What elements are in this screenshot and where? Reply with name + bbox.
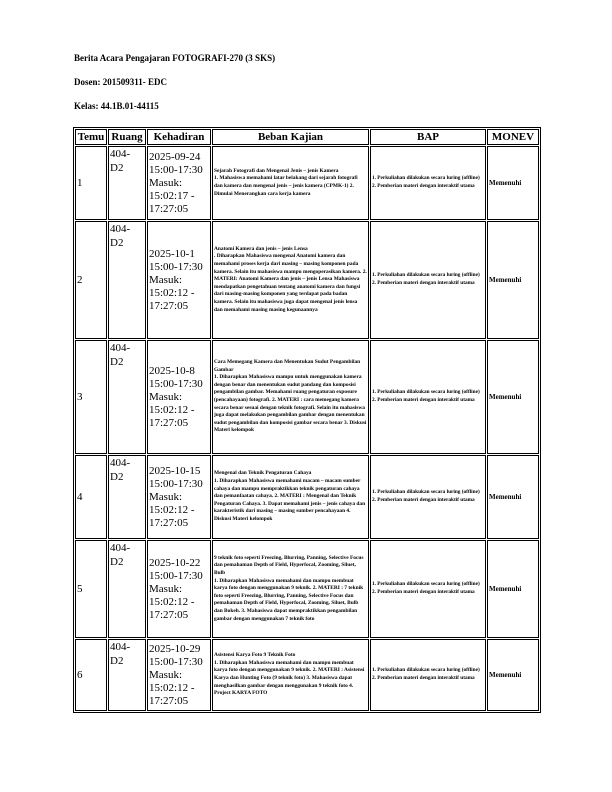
cell-temu: 6 [75, 639, 107, 711]
table-row [75, 639, 539, 711]
cell-monev: Memenuhi [487, 146, 539, 220]
cell-ruang: 404- D2 [108, 639, 146, 711]
cell-monev: Memenuhi [487, 639, 539, 711]
cell-ruang: 404- D2 [108, 221, 146, 339]
cell-temu: 3 [75, 340, 107, 454]
cell-beban-kajian: Anatomi Kamera dan jenis – jenis Lensa . Diharapkan Mahasiswa mengenal Anatomi kamera dan memahami proses kerja dari masing – masing komponen pada kamera. Selain itu mahasiswa mampu mengoperasikan kamera. 2. MATERI: Anatomi Kamera dan jenis – jenis Lensa Mahasiswa mendapatkan pengetahuan tentang anatomi kamera dan fungsi dari masing-masing komponen yang terdapat pada badan kamera. Selain itu mahasiswa juga dapat mengenal jenis lensa dan memahami masing masing kegunaannya [212, 221, 369, 339]
cell-monev: Memenuhi [487, 340, 539, 454]
class-line: Kelas: 44.1B.01-44115 [74, 101, 159, 111]
cell-ruang: 404- D2 [108, 146, 146, 220]
cell-beban-kajian: Mengenal dan Teknik Pengaturan Cahaya 1. Diharapkan Mahasiswa memahami macam – macam sumber cahaya dan mampu mempraktikkan teknik pengaturan cahaya dan pemanfaatan cahaya. 2. MATERI : Mengenal dan Teknik Pengaturan Cahaya. 3. Dapat memahami jenis – jenis cahaya dan karakteristik dari masing – masing sumber pencahayaan 4. Diskusi Materi kelompok [212, 455, 369, 539]
table-row [75, 540, 539, 638]
cell-bap: 1. Perkuliahan dilakukan secara luring (offline) 2. Pemberian materi dengan interaktif utama [370, 639, 486, 711]
cell-bap: 1. Perkuliahan dilakukan secara luring (offline) 2. Pemberian materi dengan interaktif utama [370, 540, 486, 638]
cell-kehadiran: 2025-10-15 15:00-17:30 Masuk: 15:02:12 - 17:27:05 [147, 455, 211, 539]
cell-bap: 1. Perkuliahan dilakukan secara luring (offline) 2. Pemberian materi dengan interaktif utama [370, 221, 486, 339]
cell-bap: 1. Perkuliahan dilakukan secara luring (offline) 2. Pemberian materi dengan interaktif utama [370, 455, 486, 539]
cell-temu: 4 [75, 455, 107, 539]
col-header-monev: MONEV [487, 129, 539, 145]
cell-beban-kajian: Sejarah Fotografi dan Mengenal Jenis – jenis Kamera 1. Mahasiswa memahami latar belakang dari sejarah fotografi dan kamera dan mengenal jenis – jenis kamera (CPMK-1) 2. Dimulai Menerangkan cara kerja kamera [212, 146, 369, 220]
cell-bap: 1. Perkuliahan dilakukan secara luring (offline) 2. Pemberian materi dengan interaktif utama [370, 146, 486, 220]
cell-ruang: 404- D2 [108, 455, 146, 539]
table-row [75, 146, 539, 220]
table-header-row [75, 129, 539, 145]
col-header-temu: Temu [75, 129, 107, 145]
col-header-bap: BAP [370, 129, 486, 145]
cell-beban-kajian: Asistensi Karya Foto 9 Teknik Foto 1. Diharapkan Mahasiswa memahami dan mampu membuat karya foto dengan menggunakan 9 teknik. 2. MATERI : Asistensi Karya dan Hunting Foto (9 teknik foto) 3. Mahasiswa dapat menghasilkan gambar dengan menggunakan 9 teknik foto 4. Project KARYA FOTO [212, 639, 369, 711]
cell-monev: Memenuhi [487, 221, 539, 339]
cell-bap: 1. Perkuliahan dilakukan secara luring (offline) 2. Pemberian materi dengan interaktif utama [370, 340, 486, 454]
cell-monev: Memenuhi [487, 455, 539, 539]
cell-beban-kajian: 9 teknik foto seperti Freezing, Blurring, Panning, Selective Focus dan pemahaman Depth of Field, Hyperfocal, Zooming, Siluet, Bulb 1. Diharapkan Mahasiswa memahami dan mampu membuat karya foto dengan menggunakan 9 teknik. 2. MATERI : 7 teknik foto seperti Freezing, Blurring, Panning, Selective Focus dan pemahaman Depth of Field, Hyperfocal, Zooming, Siluet, Bulb dan Bokeh. 3. Mahasiswa dapat mempraktikkan pengambilan gambar dengan menggunakan 7 teknik foto [212, 540, 369, 638]
table-row [75, 340, 539, 454]
cell-temu: 2 [75, 221, 107, 339]
cell-kehadiran: 2025-10-29 15:00-17:30 Masuk: 15:02:12 - 17:27:05 [147, 639, 211, 711]
col-header-kehadiran: Kehadiran [147, 129, 211, 145]
col-header-ruang: Ruang [108, 129, 146, 145]
col-header-beban-kajian: Beban Kajian [212, 129, 369, 145]
cell-temu: 1 [75, 146, 107, 220]
cell-monev: Memenuhi [487, 540, 539, 638]
cell-ruang: 404- D2 [108, 340, 146, 454]
cell-beban-kajian: Cara Memegang Kamera dan Menentukan Sudut Pengambilan Gambar 1. Diharapkan Mahasiswa mampu untuk menggunakan kamera dengan benar dan menentukan sudut pandang dan komposisi pengambilan gambar. Memahami ruang pengaturan exposure (pencahayaan) fotografi. 2. MATERI : cara memegang kamera secara benar sesuai dengan teknik fotografi. Selain itu mahasiswa juga dapat melakukan pengambilan gambar dengan menentukan sudut pengambilan dan komposisi gambar secara benar 3. Diskusi Materi kelompok [212, 340, 369, 454]
document-title: Berita Acara Pengajaran FOTOGRAFI-270 (3 SKS) [74, 53, 276, 63]
table-row [75, 221, 539, 339]
teaching-log-table [73, 127, 541, 713]
cell-kehadiran: 2025-09-24 15:00-17:30 Masuk: 15:02:17 - 17:27:05 [147, 146, 211, 220]
lecturer-line: Dosen: 201509311- EDC [74, 77, 168, 87]
cell-ruang: 404- D2 [108, 540, 146, 638]
cell-kehadiran: 2025-10-22 15:00-17:30 Masuk: 15:02:12 - 17:27:05 [147, 540, 211, 638]
cell-kehadiran: 2025-10-8 15:00-17:30 Masuk: 15:02:12 - 17:27:05 [147, 340, 211, 454]
cell-kehadiran: 2025-10-1 15:00-17:30 Masuk: 15:02:12 - 17:27:05 [147, 221, 211, 339]
table-row [75, 455, 539, 539]
cell-temu: 5 [75, 540, 107, 638]
